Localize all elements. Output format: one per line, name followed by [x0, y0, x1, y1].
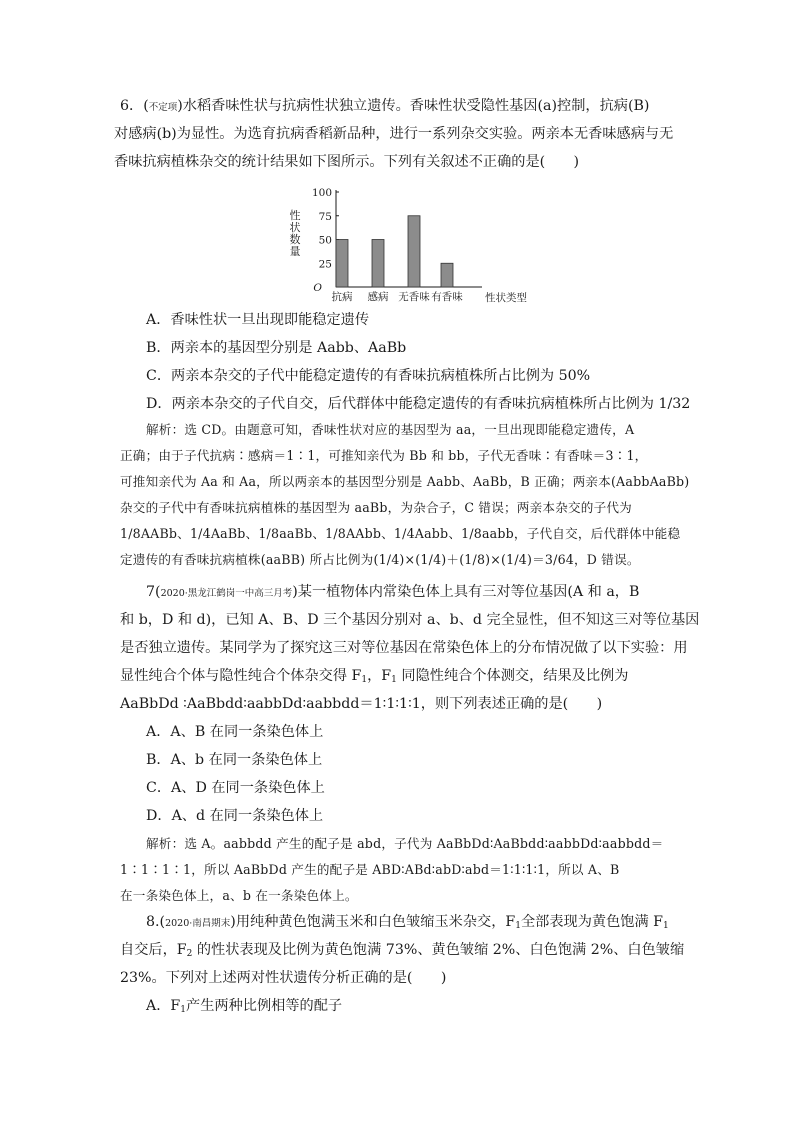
q6-explanation-line-1: 解析：选 CD。由题意可知，香味性状对应的基因型为 aa，一旦出现即能稳定遗传，A [146, 422, 635, 437]
q7-stem-line-2: 和 b，D 和 d)，已知 A、B、D 三个基因分别对 a、b、d 完全显性，但不知这三对等位基因 [120, 612, 700, 628]
q6-explanation-line-5: 1/8AABb、1/4AaBb、1/8aaBb、1/8AAbb、1/4Aabb、1/8aabb，子代自交，后代群体中能稳 [120, 526, 681, 541]
q6-stem-line-2: 对感病(b)为显性。为选育抗病香稻新品种，进行一系列杂交实验。两亲本无香味感病与无 [114, 126, 674, 142]
q6-option-a: A．香味性状一旦出现即能稳定遗传 [146, 312, 370, 328]
q7-explanation-line-1: 解析：选 A。aabbdd 产生的配子是 abd，子代为 AaBbDd∶AaBbdd∶aabbDd∶aabbdd＝ [146, 836, 664, 851]
bar-3 [441, 263, 453, 287]
y-tick-label: 75 [318, 210, 332, 223]
bar-2 [408, 216, 420, 287]
q8-option-a: A．$F_1$产生两种比例相等的配子 [146, 998, 343, 1015]
chart-y-axis-label: 性状数量 [289, 209, 301, 258]
q6-option-d: D．两亲本杂交的子代自交，后代群体中能稳定遗传的有香味抗病植株所占比例为 1/32 [146, 396, 691, 412]
q7-stem-line-3: 是否独立遗传。某同学为了探究这三对等位基因在常染色体上的分布情况做了以下实验：用 [120, 640, 688, 656]
q7-stem-line-1: 7(2020·黑龙江鹤岗一中高三月考)某一植物体内常染色体上具有三对等位基因(A 和 a，B [146, 584, 640, 600]
x-tick-label: 感病 [367, 291, 389, 303]
q7-option-d: D．A、d 在同一条染色体上 [146, 808, 324, 824]
question-type-tag: 不定项 [148, 102, 178, 113]
q7-option-a: A．A、B 在同一条染色体上 [146, 724, 324, 740]
q6-explanation-line-6: 定遗传的有香味抗病植株(aaBB) 所占比例为(1/4)×(1/4)＋(1/8)×(1/4)＝3/64，D 错误。 [120, 552, 640, 567]
x-tick-label: 抗病 [331, 291, 353, 303]
question-source-tag-q8: 2020·南昌期末 [165, 918, 231, 929]
q6-stem-line-1: 6．(不定项)水稻香味性状与抗病性状独立遗传。香味性状受隐性基因(a)控制，抗病(B) [120, 98, 650, 114]
q6-explanation-line-3: 可推知亲代为 Aa 和 Aa，所以两亲本的基因型分别是 Aabb、AaBb，B 正确；两亲本(AabbAaBb) [120, 474, 690, 489]
q7-option-b: B．A、b 在同一条染色体上 [146, 752, 323, 768]
question-source-tag: 2020·黑龙江鹤岗一中高三月考 [160, 588, 293, 599]
bar-0 [336, 240, 348, 288]
q6-explanation-line-2: 正确；由于子代抗病∶感病＝1∶1，可推知亲代为 Bb 和 bb，子代无香味∶有香味＝3∶1， [120, 448, 648, 463]
q6-explanation-line-4: 杂交的子代中有香味抗病植株的基因型为 aaBb，为杂合子，C 错误；两亲本杂交的子代为 [120, 500, 632, 515]
bar-1 [372, 240, 384, 288]
y-tick-label: 25 [318, 258, 332, 271]
q7-explanation-line-3: 在一条染色体上，a、b 在一条染色体上。 [120, 888, 358, 903]
trait-bar-chart [289, 180, 532, 304]
y-tick-label: O [313, 282, 322, 294]
y-tick-label: 100 [311, 187, 332, 199]
q7-option-c: C．A、D 在同一条染色体上 [146, 780, 325, 796]
y-tick-label: 50 [318, 234, 332, 247]
x-axis-label: 性状类型 [485, 292, 527, 304]
chart-svg [292, 180, 532, 304]
x-tick-label: 有香味 [431, 291, 463, 303]
q6-option-c: C．两亲本杂交的子代中能稳定遗传的有香味抗病植株所占比例为 50% [146, 368, 591, 384]
q7-explanation-line-2: 1∶1∶1∶1，所以 AaBbDd 产生的配子是 ABD∶ABd∶abD∶abd＝1∶1∶1∶1，所以 A、B [120, 862, 620, 877]
q6-stem-line-3: 香味抗病植株杂交的统计结果如下图所示。下列有关叙述不正确的是( ) [114, 154, 580, 170]
q6-option-b: B．两亲本的基因型分别是 Aabb、AaBb [146, 340, 407, 356]
q7-stem-line-5: AaBbDd ∶AaBbdd∶aabbDd∶aabbdd＝1∶1∶1∶1，则下列表述正确的是( ) [120, 696, 603, 712]
x-tick-label: 无香味 [398, 291, 430, 303]
q8-stem-line-2: 自交后，$F_2$ 的性状表现及比例为黄色饱满 73%、黄色皱缩 2%、白色饱满 2%、白色皱缩 [120, 942, 685, 959]
q8-stem-line-1: 8.(2020·南昌期末)用纯种黄色饱满玉米和白色皱缩玉米杂交，$F_1$全部表现为黄色饱满 $F_1$ [146, 914, 669, 931]
q7-stem-line-4: 显性纯合个体与隐性纯合个体杂交得 $F_1$，$F_1$ 同隐性纯合个体测交，结果及比例为 [120, 668, 629, 685]
q8-stem-line-3: 23%。下列对上述两对性状遗传分析正确的是( ) [120, 970, 447, 986]
